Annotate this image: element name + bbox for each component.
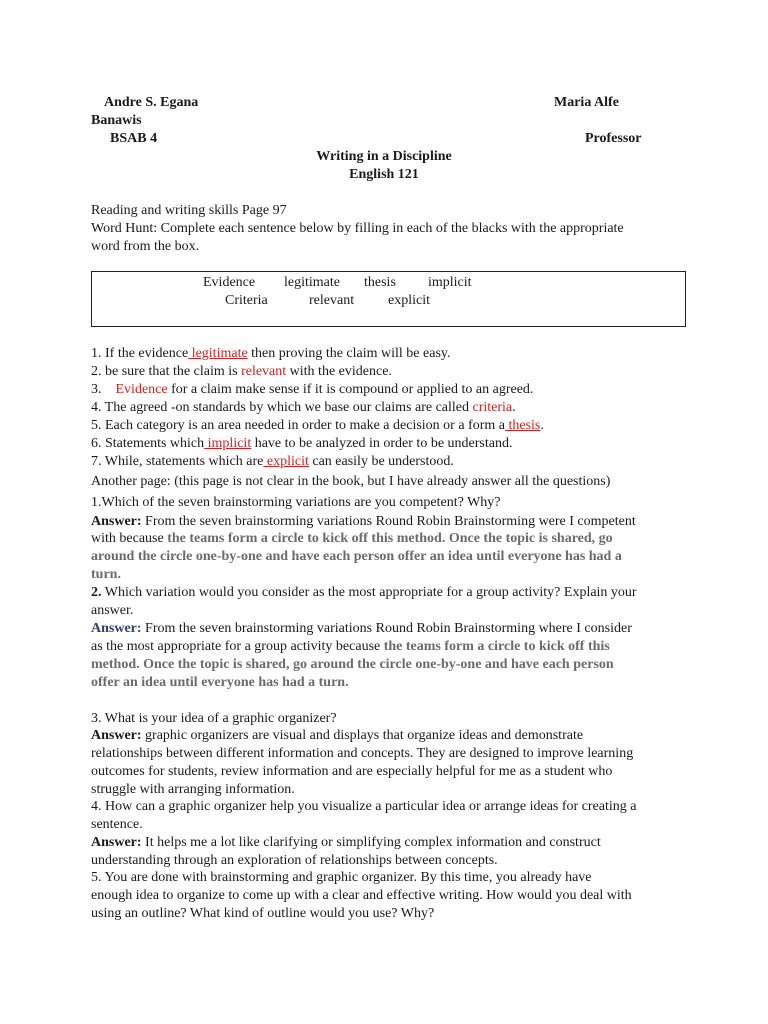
answer-implicit: implicit	[204, 436, 252, 451]
answer-criteria: criteria	[469, 400, 513, 415]
course-code: English 121	[349, 167, 419, 182]
answer-thesis: thesis	[504, 418, 541, 433]
word-evidence: Evidence	[203, 275, 256, 290]
word-relevant: relevant	[309, 293, 355, 308]
q4-question: 4. How can a graphic organizer help you visualize a particular idea or arrange ideas for creating a	[91, 799, 637, 814]
word-explicit: explicit	[388, 293, 430, 308]
section-label: BSAB 4	[110, 131, 158, 146]
intro-line-1: Reading and writing skills Page 97	[91, 203, 287, 218]
q3-answer-line-3: outcomes for students, review information and are especially helpful for me as a student who	[91, 764, 613, 779]
q1-answer-line-1: Answer: From the seven brainstorming variations Round Robin Brainstorming were I competent	[91, 514, 636, 529]
professor-label: Professor	[585, 131, 642, 146]
q2-answer-line-4: offer an idea until everyone has had a turn.	[91, 675, 349, 690]
course-title: Writing in a Discipline	[316, 149, 452, 164]
q5-line-2: enough idea to organize to come up with a clear and effective writing. How would you deal with	[91, 888, 632, 903]
another-page-note: Another page: (this page is not clear in the book, but I have already answer all the questions)	[91, 474, 611, 489]
sentence-7: 7. While, statements which are explicit can easily be understood.	[91, 454, 454, 469]
sentence-6: 6. Statements which implicit have to be analyzed in order to be understand.	[91, 436, 513, 451]
q2-answer-line-2: as the most appropriate for a group activity because the teams form a circle to kick off this	[91, 639, 610, 654]
q4-answer-line-2: understanding through an exploration of relationships between concepts.	[91, 853, 498, 868]
word-thesis: thesis	[364, 275, 396, 290]
q2-answer-line-3: method. Once the topic is shared, go around the circle one-by-one and have each person	[91, 657, 614, 672]
intro-line-2: Word Hunt: Complete each sentence below by filling in each of the blacks with the appropriate	[91, 221, 624, 236]
sentence-4: 4. The agreed -on standards by which we base our claims are called criteria.	[91, 400, 516, 415]
answer-evidence: Evidence	[115, 382, 168, 397]
q4-answer-line-1: Answer: It helps me a lot like clarifying or simplifying complex information and construct	[91, 835, 601, 850]
q4-question-line-2: sentence.	[91, 817, 143, 832]
q2-question-line-2: answer.	[91, 603, 134, 618]
word-criteria: Criteria	[225, 293, 268, 308]
q1-answer-line-2: with because the teams form a circle to kick off this method. Once the topic is shared, go	[91, 531, 613, 546]
answer-explicit: explicit	[263, 454, 309, 469]
answer-legitimate: legitimate	[188, 346, 248, 361]
word-box	[91, 271, 686, 327]
word-implicit: implicit	[428, 275, 472, 290]
professor-surname: Banawis	[91, 113, 142, 128]
professor-name: Maria Alfe	[554, 95, 619, 110]
intro-line-3: word from the box.	[91, 239, 200, 254]
q3-answer-line-2: relationships between different information and concepts. They are designed to improve learning	[91, 746, 634, 761]
student-name: Andre S. Egana	[104, 95, 199, 110]
q2-answer-line-1: Answer: From the seven brainstorming variations Round Robin Brainstorming where I consider	[91, 621, 632, 636]
sentence-2: 2. be sure that the claim is relevant with the evidence.	[91, 364, 392, 379]
q1-answer-line-4: turn.	[91, 567, 121, 582]
answer-relevant: relevant	[237, 364, 287, 379]
q2-question: 2. Which variation would you consider as the most appropriate for a group activity? Explain your	[91, 585, 637, 600]
sentence-3: 3. Evidence for a claim make sense if it is compound or applied to an agreed.	[91, 382, 534, 397]
q3-question: 3. What is your idea of a graphic organizer?	[91, 711, 337, 726]
sentence-5: 5. Each category is an area needed in order to make a decision or a form a thesis.	[91, 418, 544, 433]
q5-line-3: using an outline? What kind of outline would you use? Why?	[91, 906, 435, 921]
q5-line-1: 5. You are done with brainstorming and graphic organizer. By this time, you already have	[91, 870, 592, 885]
q3-answer-line-1: Answer: graphic organizers are visual and displays that organize ideas and demonstrate	[91, 728, 584, 743]
sentence-1: 1. If the evidence legitimate then proving the claim will be easy.	[91, 346, 451, 361]
word-legitimate: legitimate	[284, 275, 340, 290]
q1-answer-line-3: around the circle one-by-one and have each person offer an idea until everyone has had a	[91, 549, 622, 564]
q3-answer-line-4: struggle with arranging information.	[91, 782, 295, 797]
q1-question: 1.Which of the seven brainstorming variations are you competent? Why?	[91, 495, 501, 510]
